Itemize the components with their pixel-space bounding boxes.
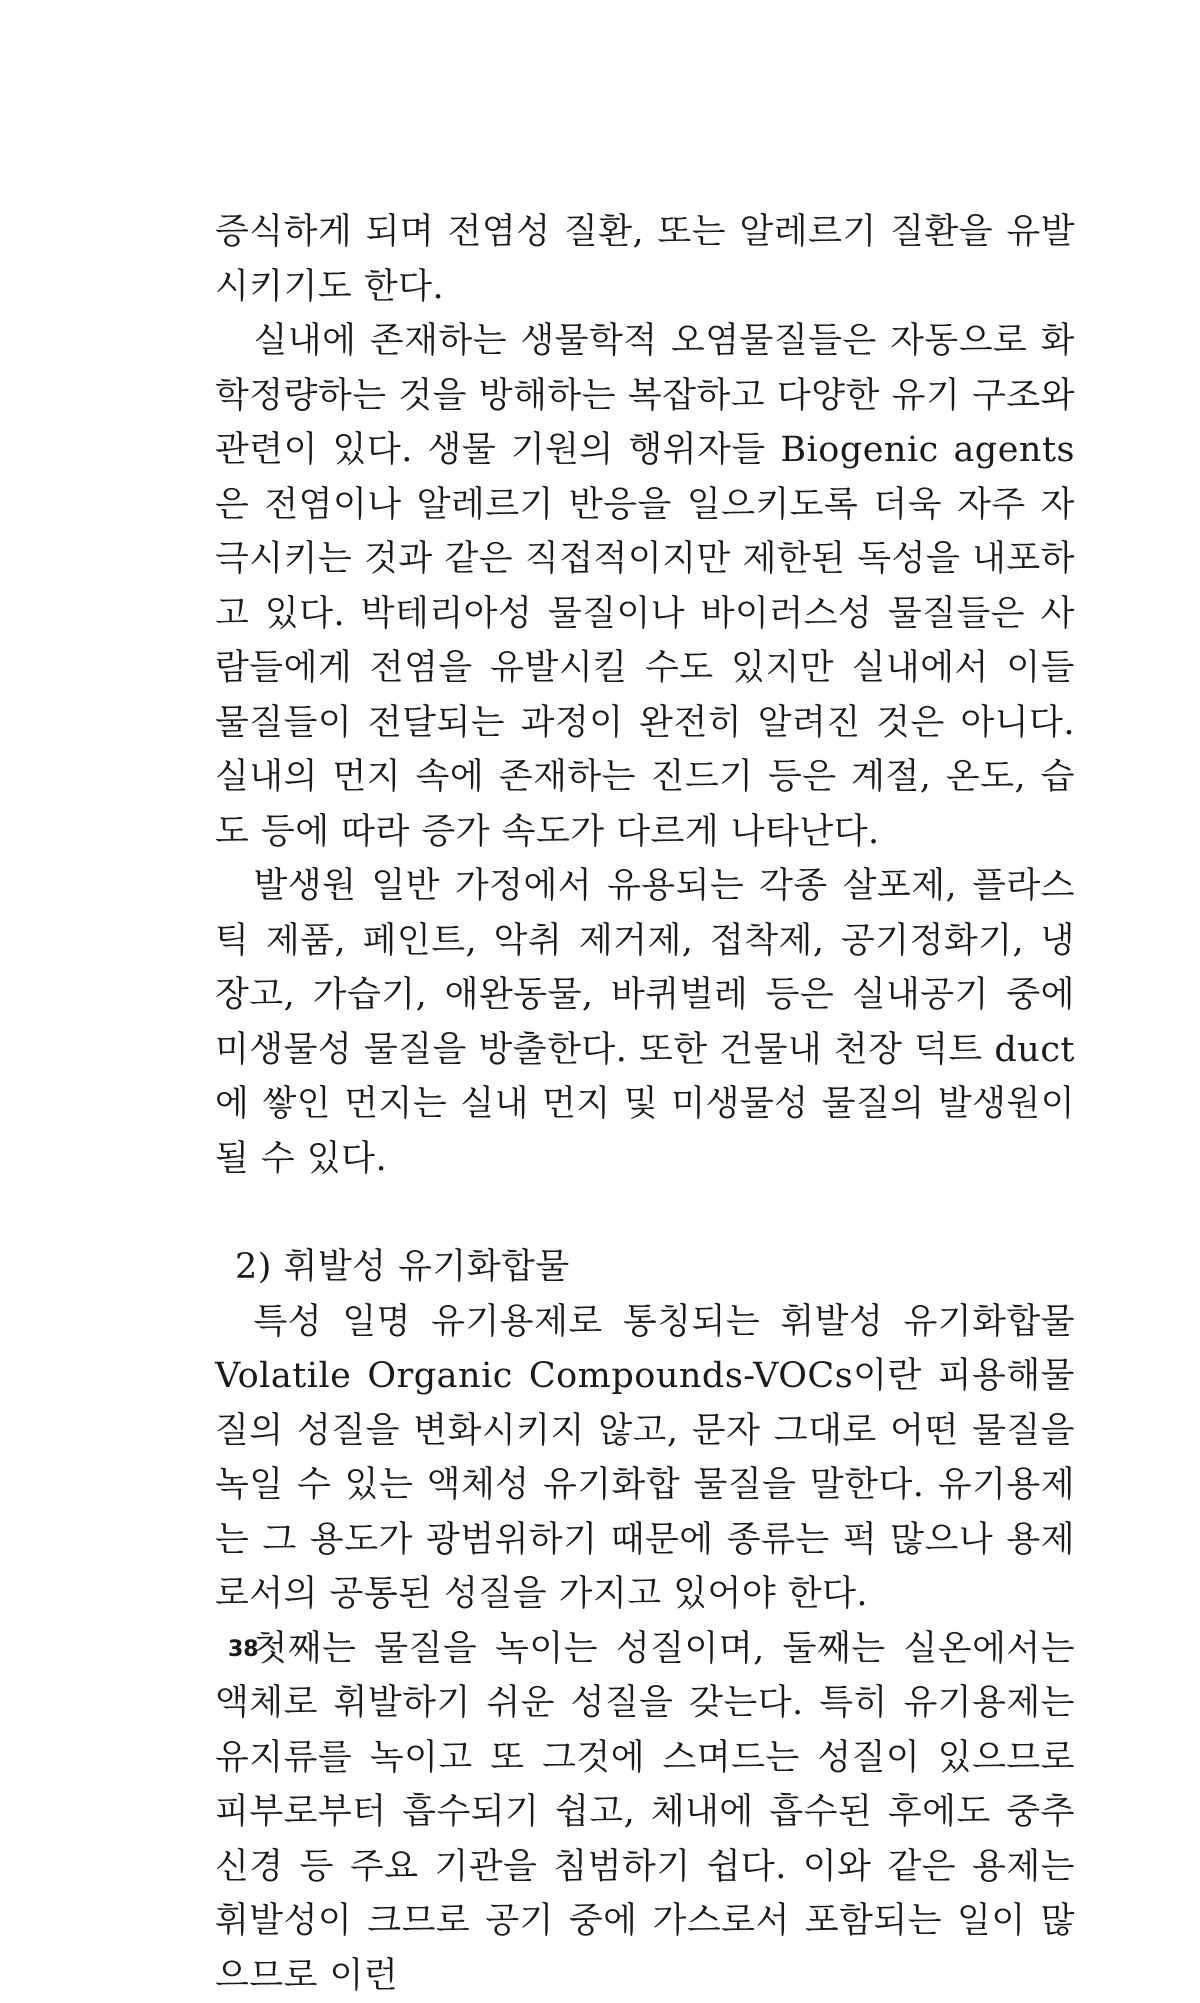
paragraph-voc-properties: 첫째는 물질을 녹이는 성질이며, 둘째는 실온에서는 액체로 휘발하기 쉬운 성질을 갖는다. 특히 유기용제는 유지류를 녹이고 또 그것에 스며드는 성질이 있으므로 피부로부터 흡수되기 쉽고, 체내에 흡수된 후에도 중추신경 등 주요 기관을 침범하기 쉽다. 이와 같은 용제는 휘발성이 크므로 공기 중에 가스로서 포함되는 일이 많으므로 이런 [215, 1622, 1075, 2003]
section-spacer [215, 1186, 1075, 1240]
paragraph-sources: 발생원 일반 가정에서 유용되는 각종 살포제, 플라스틱 제품, 페인트, 악취 제거제, 접착제, 공기정화기, 냉장고, 가습기, 애완동물, 바퀴벌레 등은 실내공기 중에 미생물성 물질을 방출한다. 또한 건물내 천장 덕트 duct에 쌓인 먼지는 실내 먼지 및 미생물성 물질의 발생원이 될 수 있다. [215, 859, 1075, 1186]
paragraph-biological-pollutants: 실내에 존재하는 생물학적 오염물질들은 자동으로 화학정량하는 것을 방해하는 복잡하고 다양한 유기 구조와 관련이 있다. 생물 기원의 행위자들 Biogenic agents은 전염이나 알레르기 반응을 일으키도록 더욱 자주 자극시키는 것과 같은 직접적이지만 제한된 독성을 내포하고 있다. 박테리아성 물질이나 바이러스성 물질들은 사람들에게 전염을 유발시킬 수도 있지만 실내에서 이들 물질들이 전달되는 과정이 완전히 알려진 것은 아니다. 실내의 먼지 속에 존재하는 진드기 등은 계절, 온도, 습도 등에 따라 증가 속도가 다르게 나타난다. [215, 314, 1075, 859]
section-heading-voc: 2) 휘발성 유기화합물 [215, 1240, 1075, 1295]
paragraph-voc-characteristics: 특성 일명 유기용제로 통칭되는 휘발성 유기화합물 Volatile Organic Compounds-VOCs이란 피용해물질의 성질을 변화시키지 않고, 문자 그대로 어떤 물질을 녹일 수 있는 액체성 유기화합 물질을 말한다. 유기용제는 그 용도가 광범위하기 때문에 종류는 퍽 많으나 용제로서의 공통된 성질을 가지고 있어야 한다. [215, 1295, 1075, 1622]
body-text [215, 205, 1075, 2003]
page-number: 38 [228, 1637, 259, 1662]
paragraph-continuation: 증식하게 되며 전염성 질환, 또는 알레르기 질환을 유발시키기도 한다. [215, 205, 1075, 314]
